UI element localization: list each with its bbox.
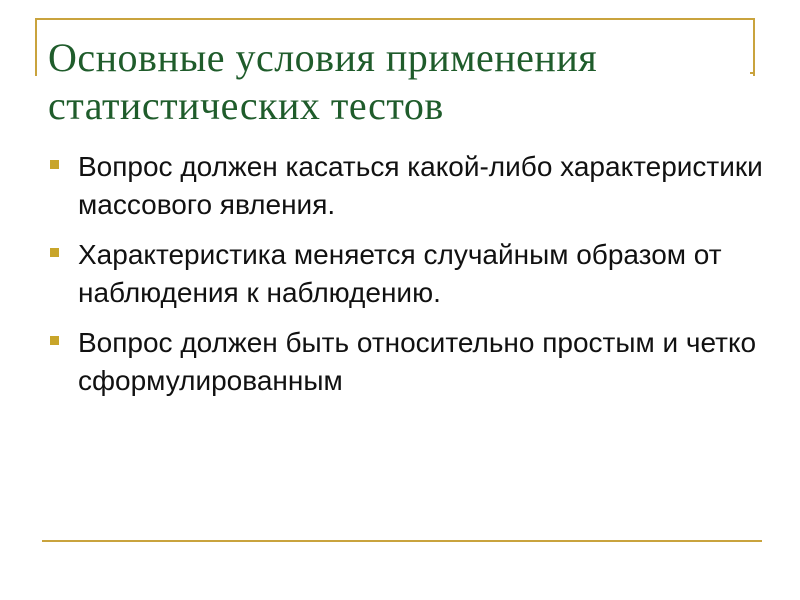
top-rule [35, 18, 755, 20]
bullet-text: Характеристика меняется случайным образом от наблюдения к наблюдению. [78, 239, 722, 308]
slide-title: Основные условия применения статистических тестов [48, 35, 598, 128]
left-rule [35, 18, 37, 76]
bullet-item [48, 236, 768, 312]
bullet-text: Вопрос должен быть относительно простым и четко сформулированным [78, 327, 757, 396]
bullet-text: Вопрос должен касаться какой-либо характеристики массового явления. [78, 151, 763, 220]
bottom-rule [42, 540, 762, 542]
right-rule [753, 18, 755, 76]
bullet-item [48, 324, 768, 400]
corner-tick [750, 72, 754, 74]
bullet-item [48, 148, 768, 224]
bullet-list [48, 148, 768, 412]
square-bullet-icon [50, 248, 59, 257]
square-bullet-icon [50, 160, 59, 169]
square-bullet-icon [50, 336, 59, 345]
